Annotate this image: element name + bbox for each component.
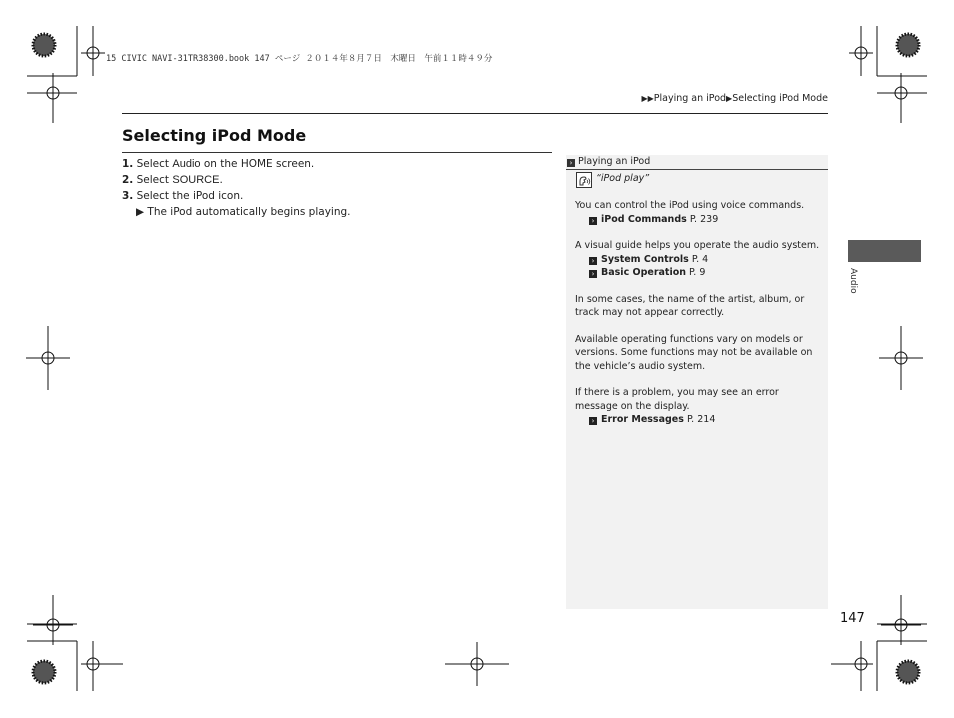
reference-page: P. 214 xyxy=(686,414,716,425)
step-keyword: Audio xyxy=(172,158,201,170)
sidebar-paragraph: Available operating functions vary on models or versions. Some functions may not be available on the vehicle’s audio system. xyxy=(575,333,813,372)
voice-command-text: “iPod play” xyxy=(596,173,650,184)
reference-label: System Controls xyxy=(601,253,689,265)
arrow-icon: ▶ xyxy=(726,94,733,103)
reference-label: Error Messages xyxy=(601,414,684,425)
breadcrumb-item: Selecting iPod Mode xyxy=(732,93,828,104)
reference-arrow-icon: › xyxy=(589,257,597,265)
step-number: 3. xyxy=(122,190,134,202)
step-text: on the HOME screen. xyxy=(200,158,315,170)
double-arrow-icon: ▶▶ xyxy=(641,94,654,103)
reference-page: P. 239 xyxy=(689,213,719,225)
step-text: Select the iPod icon. xyxy=(136,190,244,202)
paragraph-text: You can control the iPod using voice commands. xyxy=(575,200,805,211)
reference-arrow-icon: › xyxy=(567,159,575,167)
reference-arrow-icon: › xyxy=(589,270,597,278)
reference-page: P. 4 xyxy=(691,253,709,265)
page-number: 147 xyxy=(840,611,865,626)
reference-label: Basic Operation xyxy=(601,267,687,278)
chapter-tab-label: Audio xyxy=(848,268,858,294)
step-text: Select xyxy=(136,158,173,170)
reference-arrow-icon: › xyxy=(589,417,597,425)
step-text: . xyxy=(219,174,223,186)
step-keyword: SOURCE xyxy=(172,174,220,186)
reference-arrow-icon: › xyxy=(589,217,597,225)
print-header: 15 CIVIC NAVI-31TR38300.book 147 ページ ２０１４年８月７日 木曜日 午前１１時４９分 xyxy=(106,54,493,64)
paragraph-text: If there is a problem, you may see an error message on the display. xyxy=(575,387,779,412)
sidebar-header-label: Playing an iPod xyxy=(578,156,651,167)
reference-label: iPod Commands xyxy=(601,213,687,225)
result-arrow-icon: ▶ xyxy=(136,206,148,218)
result-text: The iPod automatically begins playing. xyxy=(147,206,351,218)
step-number: 2. xyxy=(122,174,134,186)
paragraph-text: A visual guide helps you operate the audio system. xyxy=(575,240,820,251)
breadcrumb-item: Playing an iPod xyxy=(653,93,727,104)
step-number: 1. xyxy=(122,158,134,170)
page-title: Selecting iPod Mode xyxy=(122,126,307,145)
reference-page: P. 9 xyxy=(689,267,706,278)
sidebar-paragraph: In some cases, the name of the artist, album, or track may not appear correctly. xyxy=(575,293,805,318)
step-text: Select xyxy=(136,174,173,186)
